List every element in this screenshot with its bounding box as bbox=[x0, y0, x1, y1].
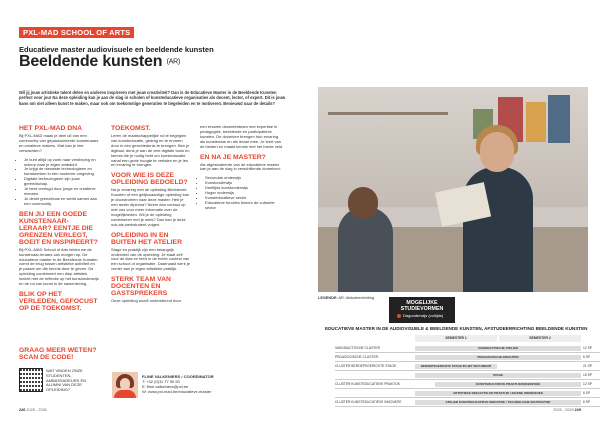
paragraph: Bij PXL-MAD School of Arts leiden we de kunstenaar-leraars van morgen op. De educatieve master in de Beeldende Kunsten vormt de brug tussen artistieke activiteit en je passie om die kennis door te geven. De opleiding combineert een diep artistiek inzicht met de reflectie op het kunstonderwijs en de rol van kunst in de samenleving. bbox=[19, 246, 99, 287]
column-2 bbox=[111, 125, 191, 308]
footer-year: 2025 - 2026 bbox=[553, 408, 574, 412]
contact-block bbox=[142, 374, 252, 394]
questions-heading: GRAAG MEER WETEN? SCAN DE CODE! bbox=[19, 347, 97, 361]
table-header: SEMESTER 2 bbox=[499, 335, 581, 342]
footer-year: 2025 - 2026 bbox=[26, 408, 47, 412]
list-item: • Educatieve functies binnen de culturele sector bbox=[205, 201, 284, 211]
column-1 bbox=[19, 125, 99, 314]
table-row: ARTISTIEKE REFLECTIE EN PRAKTIJK / EIGENE ONDERZOEK 6 SP bbox=[335, 389, 600, 398]
list-item: • Je denkt grenzeloos en werkt samen aan een community. bbox=[24, 197, 99, 207]
paragraph: Onze opleiding wordt ondersteund door bbox=[111, 298, 182, 304]
paragraph: Na je ervaring met de opleiding Beeldende Kunsten of een gelijkwaardige opleiding kan je doorstromen naar deze master. Heb je een ander diploma? Neem dan contact op met ons voor meer informatie over de mogelijkheden. Wil je de opleiding combineren met je werk? Dan kan je deze ook als werkstudent volgen. bbox=[111, 187, 190, 227]
table-row: CLUSTER BEROEPSGERICHTE STAGE BEROEPSGERICHTE STAGE IN HET SECUNDAIR 21 SP bbox=[335, 362, 600, 371]
qr-code-icon[interactable] bbox=[19, 368, 43, 392]
bullet-list bbox=[200, 176, 284, 210]
paragraph: Als afgestudeerde van de educatieve master kan je aan de slag in verschillende domeinen: bbox=[200, 161, 281, 172]
school-banner: PXL-MAD SCHOOL OF ARTS bbox=[19, 27, 134, 38]
section-heading: VOOR WIE IS DEZE OPLEIDING BEDOELD? bbox=[111, 172, 188, 187]
curriculum-table-title: EDUCATIEVE MASTER IN DE AUDIOVISUELE & BEELDENDE KUNSTEN, AFSTUDEERRICHTING BEELDENDE KUNSTEN bbox=[325, 326, 588, 331]
contact-phone[interactable]: T: +32 (0)11 77 50 50 bbox=[142, 379, 180, 384]
page-title: Beeldende kunsten (AR) bbox=[19, 53, 181, 70]
list-item: • Hoger onderwijs bbox=[205, 191, 284, 196]
bullet-list bbox=[19, 158, 99, 207]
contact-web[interactable]: W: www.pxl-mad.be/educatieve-master bbox=[142, 389, 212, 394]
avatar bbox=[112, 372, 138, 398]
section-heading: BEN JIJ EEN GOEDE KUNSTENAAR-LERAAR? EENTJE DIE GRENZEN VERLEGT, BOEIT EN INSPIREERT? bbox=[19, 210, 98, 246]
section-heading: TOEKOMST. bbox=[111, 125, 151, 132]
qr-caption: WAT VINDEN ONZE STUDENTEN, AMBASSADEURS EN ALUMNI VAN DEZE OPLEIDING? bbox=[46, 368, 87, 393]
list-item: • Je bent omringd door jonge en creatieve mensen. bbox=[24, 187, 99, 197]
table-row: VAKDIDACTISCHE CLUSTER VAKDIDACTISCHE ATELIER 12 SP bbox=[335, 344, 600, 353]
list-item: • Kunstonderwijs bbox=[205, 181, 284, 186]
paragraph: Leren de maatschappelijke rol te begrijpen van kunsteducatie, gedrag en te ervaren door in een geschiedenis te brengen. Ben je digitaal, denk je aan de vele digitale tools en kennis die je nodig hebt om kunsteducatie vanaf een grote hoogte te vertalen en je les en ervaring te brengen. bbox=[111, 133, 190, 168]
title-suffix: (AR) bbox=[166, 58, 181, 66]
page-number: 226 bbox=[19, 408, 26, 412]
section-heading: EN NA JE MASTER? bbox=[200, 153, 266, 161]
list-item: • Deeltijds kunstonderwijs bbox=[205, 186, 284, 191]
contact-email[interactable]: E: fline.valkeniers@pxl.be bbox=[142, 384, 189, 389]
list-item: • Digitale technologieen zijn jouw gereedschap. bbox=[24, 177, 99, 187]
list-item: • Kunsteducatieve sector bbox=[205, 196, 284, 201]
study-forms-title: MOGELIJKE STUDIEVORMEN bbox=[400, 300, 444, 312]
section-heading: BLIK OP HET VERLEDEN, GEFOCUST OP DE TOEKOMST. bbox=[19, 290, 98, 312]
table-row: STAGE 15 SP bbox=[335, 371, 600, 380]
intro-text: Wil jij jouw artistieke talent delen en anderen inspireren met jouw creativiteit? Dan is de Educatieve Master in de Beeldende Kunsten perfect voor jou! Na deze opleiding kan je aan de slag in scholen of kunsteducatieve organisaties als docent, lector, of expert. Dit is jouw kans om niet alleen kunst te maken, maar ook om toekomstige generaties te begeleiden en te motiveren. Benieuwd naar de details? bbox=[19, 90, 286, 106]
table-row: PEDAGOGISCHE CLUSTER PEDAGOGISCHE INZICHTEN 6 SP bbox=[335, 353, 600, 362]
legend: LEGENDE: AR: Afstudeerrichting bbox=[318, 296, 375, 300]
list-item: • Je krijgt de nieuwste technologieen en kunstwerken in een moderne omgeving. bbox=[24, 167, 99, 177]
section-heading: HET PXL-MAD DNA bbox=[19, 125, 83, 132]
page-number: 229 bbox=[574, 408, 581, 412]
page-subtitle: Educatieve master audiovisuele en beeldende kunsten bbox=[19, 45, 214, 54]
list-item: • Secundair onderwijs bbox=[205, 176, 284, 181]
paragraph: Bij PXL-MAD maak je deel uit van een community van gepassioneerde kunstenaars en creatieve makers. Wat kan je hier verwachten? bbox=[19, 133, 99, 153]
section-heading: OPLEIDING IN EN BUITEN HET ATELIER bbox=[111, 231, 182, 246]
table-row: CLUSTER KUNSTEDUCATIEVE INNOVATIE ATELIER KUNSTEDUCATIEVE INNOVATIE / TECHNOLOGIE EN PRAKTIJK 6 SP bbox=[335, 398, 600, 407]
paragraph: Stage en praktijk zijn een belangrijk onderdeel van de opleiding. Je staat zelf voor de klas en leert in de echte context van een school of organisatie. Daarnaast werk je verder aan je eigen artistieke praktijk. bbox=[111, 246, 190, 272]
list-item: • Je kunt altijd op zoek naar verdieping en scherp naar je eigen ambacht. bbox=[24, 158, 99, 168]
classroom-photo bbox=[318, 87, 588, 292]
table-header: SEMESTER 1 bbox=[415, 335, 497, 342]
footer-right bbox=[553, 408, 581, 412]
bullet-dot-icon bbox=[397, 314, 401, 318]
section-heading: STERK TEAM VAN DOCENTEN EN GASTSPREKERS bbox=[111, 276, 171, 298]
questions-callout bbox=[19, 347, 99, 361]
table-row: CLUSTER KUNSTEDUCATIEVE PRAKTIJK KUNSTEDUCATIEVE PRAKTIJKONDERZOEK 12 SP bbox=[335, 380, 600, 389]
contact-name: FLINE VALKENIERS • COORDINATOR bbox=[142, 374, 214, 379]
paragraph: een ervaren docententeam met expertise in pedagogiek, beeldende en participatieve kunsten. De docenten brengen hun ervaring als kunstenaar en als leraar mee. Je leert van de besten en maakt kennis met het brede veld. bbox=[200, 124, 284, 149]
footer-left bbox=[19, 408, 47, 412]
study-form-item: Dagonderwijs (voltijds) bbox=[397, 313, 443, 318]
column-3 bbox=[200, 125, 284, 211]
study-forms-box bbox=[389, 297, 455, 323]
